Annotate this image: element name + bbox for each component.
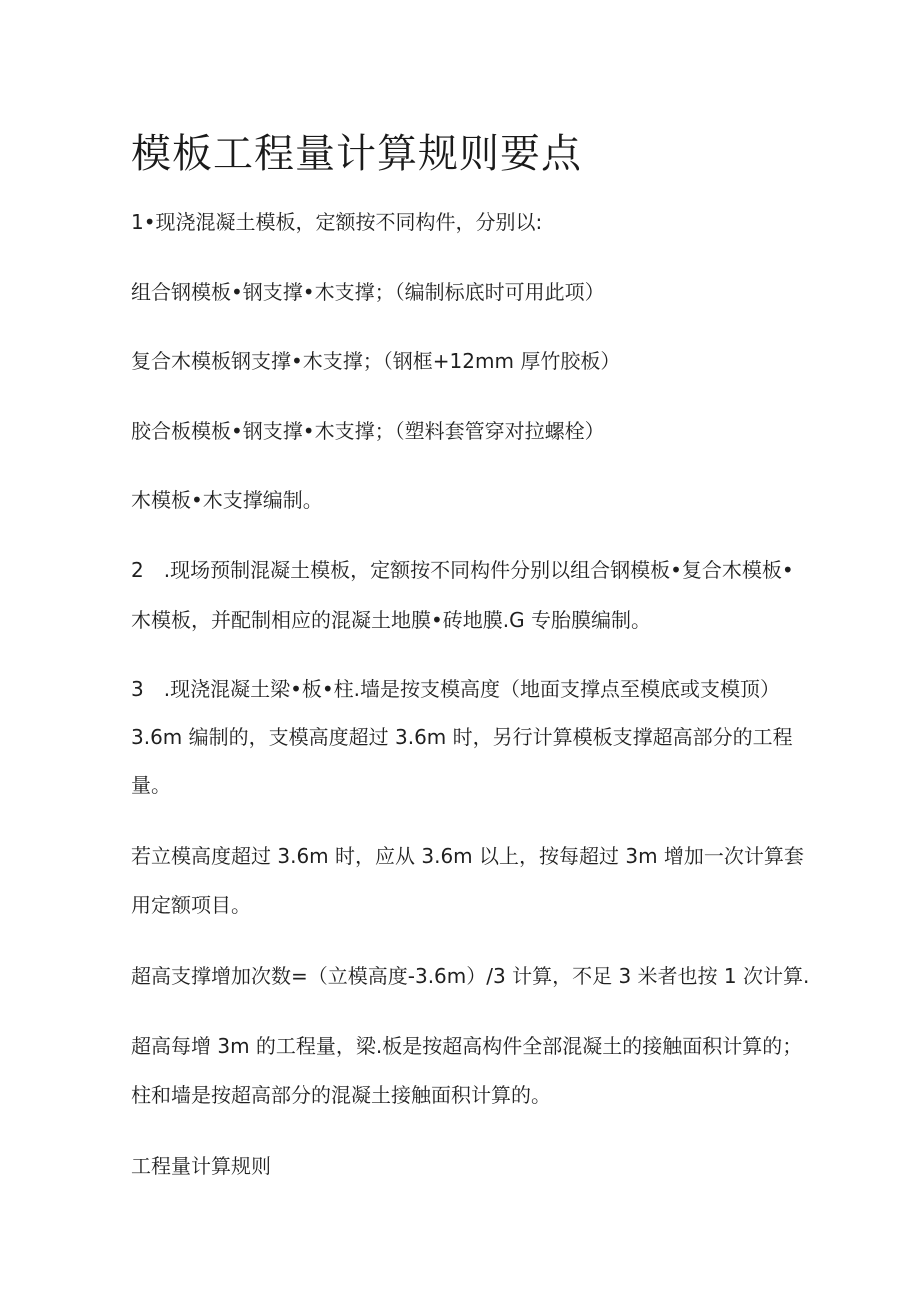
text-line: 超高每增 3m 的工程量，梁.板是按超高构件全部混凝土的接触面积计算的； <box>131 1034 803 1058</box>
document-page <box>131 0 821 1302</box>
text-line: 木模板•木支撑编制。 <box>131 488 323 512</box>
text-line: 用定额项目。 <box>131 893 251 917</box>
page-title: 模板工程量计算规则要点 <box>131 131 582 177</box>
text-line: 1•现浇混凝土模板，定额按不同构件，分别以: <box>131 210 543 234</box>
section-heading: 工程量计算规则 <box>131 1154 271 1178</box>
text-line: 若立模高度超过 3.6m 时，应从 3.6m 以上，按每超过 3m 增加一次计算套 <box>131 844 804 868</box>
text-line: 组合钢模板•钢支撑•木支撑；（编制标底时可用此项） <box>131 280 605 304</box>
text-line: 胶合板模板•钢支撑•木支撑；（塑料套管穿对拉螺栓） <box>131 419 605 443</box>
text-line: 3 .现浇混凝土梁•板•柱.墙是按支模高度（地面支撑点至模底或支模顶） <box>131 677 781 701</box>
text-line: 柱和墙是按超高部分的混凝土接触面积计算的。 <box>131 1083 551 1107</box>
text-line: 量。 <box>131 773 171 797</box>
text-line: 2 .现场预制混凝土模板，定额按不同构件分别以组合钢模板•复合木模板• <box>131 558 794 582</box>
text-line: 超高支撑增加次数=（立模高度-3.6m）/3 计算，不足 3 米者也按 1 次计算. <box>131 964 810 988</box>
text-line: 3.6m 编制的，支模高度超过 3.6m 时，另行计算模板支撑超高部分的工程 <box>131 725 793 749</box>
text-line: 木模板，并配制相应的混凝土地膜•砖地膜.G 专胎膜编制。 <box>131 608 652 632</box>
text-line: 复合木模板钢支撑•木支撑；（钢框+12mm 厚竹胶板） <box>131 349 621 373</box>
